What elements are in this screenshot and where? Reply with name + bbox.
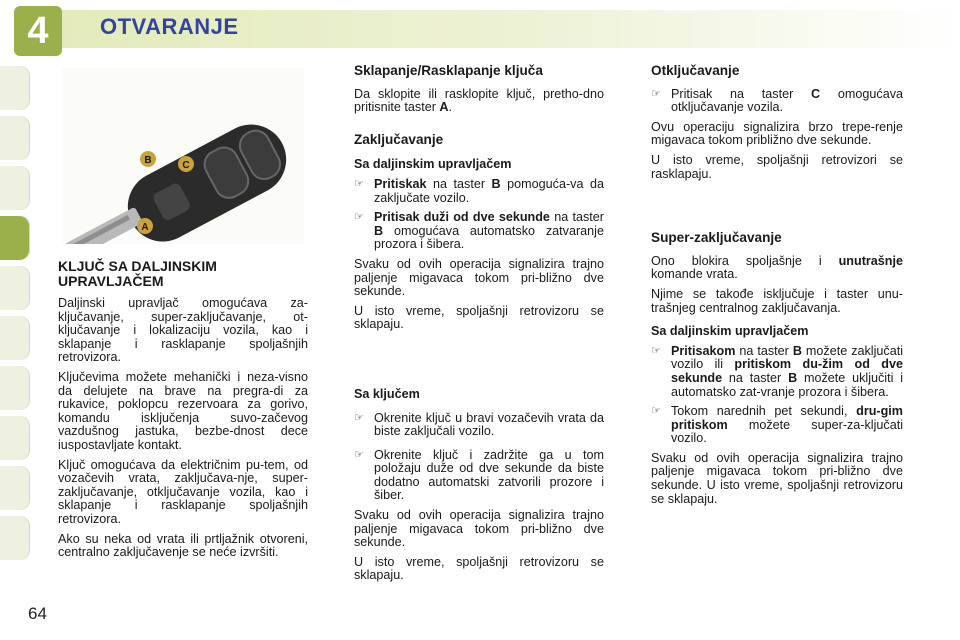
paragraph: Ključ omogućava da električnim pu-tem, od vozačevih vrata, zaključava-nje, super-zaključavanje, otključavanje vozila, kao i sklapanje i rasklapanje spoljašnjih retrovizora.	[58, 457, 308, 526]
paragraph: Ono blokira spoljašnje i unutrašnje komande vrata.	[651, 253, 903, 282]
label-b: B	[144, 155, 152, 166]
section-heading-key: KLJUČ SA DALJINSKIM UPRAVLJAČEM	[58, 258, 217, 289]
side-tab-6[interactable]	[0, 316, 30, 360]
paragraph: Svaku od ovih operacija signalizira trajno paljenje migavaca tokom pri-bližno dve sekunde.	[354, 256, 604, 299]
bullet-icon: ☞	[354, 211, 364, 224]
paragraph: Ovu operaciju signalizira brzo trepe-renje migavaca tokom približno dve sekunde.	[651, 119, 903, 148]
label-c: C	[182, 160, 190, 171]
paragraph: U isto vreme, spoljašnji retrovizoru se sklapaju.	[354, 303, 604, 332]
bullet-icon: ☞	[354, 177, 364, 190]
bullet-item: ☞ Pritisak na taster C omogućava otključavanje vozila.	[651, 86, 903, 115]
bullet-item: ☞ Pritisakom na taster B možete zaključati vozilo ili pritiskom du-žim od dve sekunde na taster B možete uključiti i automatsko zat-vranje prozora i šibera.	[651, 343, 903, 399]
bullet-item: ☞ Okrenite ključ u bravi vozačevih vrata da biste zaključali vozilo.	[354, 410, 604, 439]
middle-column	[354, 64, 604, 589]
side-tab-7[interactable]	[0, 366, 30, 410]
bullet-icon: ☞	[651, 344, 661, 357]
paragraph: Da sklopite ili rasklopite ključ, pretho-dno pritisnite taster A.	[354, 86, 604, 115]
paragraph: Daljinski upravljač omogućava za-ključavanje, super-zaključavanje, ot-ključavanje i lokalizaciju vozila, kao i sklapanje i rasklapanje spoljašnjih retrovizora.	[58, 296, 308, 365]
paragraph: Ključevima možete mehanički i neza-visno da delujete na brave na pregra-di za rukavice, poklopcu rezervoara za gorivo, komandu isključenja suvo-začevog vazdušnog jastuka, bezbe-dnost dece iuspostavljate kontakt.	[58, 369, 308, 452]
side-tab-4-active[interactable]	[0, 216, 30, 260]
heading-lock: Zaključavanje	[354, 131, 444, 147]
subheading-remote: Sa daljinskim upravljačem	[651, 324, 809, 339]
bullet-item: ☞ Okrenite ključ i zadržite ga u tom položaju duže od dve sekunde da biste dodatno automatski zatvorili prozore i šiber.	[354, 447, 604, 503]
side-tab-2[interactable]	[0, 116, 30, 160]
subheading-key: Sa ključem	[354, 386, 420, 401]
paragraph: Svaku od ovih operacija signalizira trajno paljenje migavaca tokom pri-bližno dve sekunde. U isto vreme, spoljašnji retrovizoru se sklapaju.	[651, 450, 903, 506]
label-a: A	[141, 222, 149, 233]
paragraph: U isto vreme, spoljašnji retrovizoru se sklapaju.	[354, 554, 604, 583]
bullet-icon: ☞	[354, 448, 364, 461]
heading-super-lock: Super-zaključavanje	[651, 230, 782, 246]
side-tab-10[interactable]	[0, 516, 30, 560]
bullet-icon: ☞	[651, 87, 661, 100]
chapter-number-badge	[14, 6, 62, 56]
paragraph: Ako su neka od vrata ili prtljažnik otvoreni, centralno zaključavenje se neće izvršiti.	[58, 531, 308, 560]
side-tab-5[interactable]	[0, 266, 30, 310]
page-title: OTVARANJE	[100, 14, 239, 39]
bullet-icon: ☞	[354, 411, 364, 424]
chapter-number: 4	[27, 9, 49, 52]
subheading-remote: Sa daljinskim upravljačem	[354, 157, 512, 172]
bullet-item: ☞ Pritiskak na taster B pomoguća-va da zaključate vozilo.	[354, 176, 604, 205]
page-number: 64	[28, 604, 47, 623]
side-tab-8[interactable]	[0, 416, 30, 460]
bullet-item: ☞ Pritisak duži od dve sekunde na taster B omogućava automatsko zatvaranje prozora i šibera.	[354, 210, 604, 252]
right-column	[651, 64, 903, 512]
bullet-item: ☞ Tokom narednih pet sekundi, dru-gim pritiskom možete super-za-ključati vozilo.	[651, 404, 903, 446]
side-tab-1[interactable]	[0, 66, 30, 110]
heading-fold: Sklapanje/Rasklapanje ključa	[354, 63, 543, 78]
paragraph: Njime se takođe isključuje i taster unu-trašnjeg centralnog zaključavanja.	[651, 286, 903, 315]
paragraph: Svaku od ovih operacija signalizira trajno paljenje migavaca tokom pri-bližno dve sekunde.	[354, 508, 604, 550]
left-column	[58, 259, 308, 566]
key-remote-image	[62, 68, 304, 244]
side-tab-9[interactable]	[0, 466, 30, 510]
side-tab-3[interactable]	[0, 166, 30, 210]
bullet-icon: ☞	[651, 405, 661, 418]
paragraph: U isto vreme, spoljašnji retrovizori se rasklapaju.	[651, 152, 903, 181]
heading-unlock: Otključavanje	[651, 63, 740, 78]
